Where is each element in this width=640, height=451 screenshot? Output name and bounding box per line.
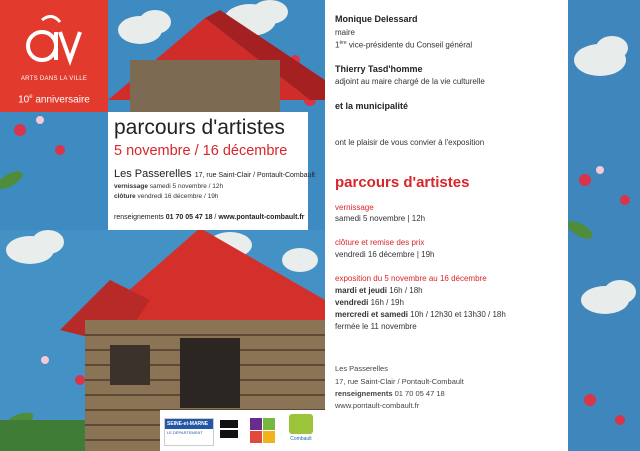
flyer-venue	[114, 168, 315, 180]
host1-role: maire	[335, 28, 356, 37]
seine-et-marne-logo: SEINE-et-MARNE LE DÉPARTEMENT	[164, 418, 214, 446]
vernissage-heading: vernissage	[335, 203, 374, 212]
host2-name: Thierry Tasd'homme	[335, 64, 423, 74]
cloture-value: vendredi 16 décembre | 19h	[335, 250, 435, 259]
invitation-text-panel	[325, 0, 568, 451]
host2-role: adjoint au maire chargé de la vie culturelle	[335, 77, 485, 86]
arts-dans-la-ville-logo	[0, 0, 108, 112]
hours-row-1: mardi et jeudi 16h / 18h	[335, 286, 423, 295]
hours-row-2: vendredi 16h / 19h	[335, 298, 404, 307]
sponsor-logos	[160, 410, 325, 451]
invitation-title: parcours d'artistes	[335, 174, 470, 191]
mosaic-logo	[250, 418, 276, 444]
vernissage-value: samedi 5 novembre | 12h	[335, 214, 426, 223]
les-passerelles-logo	[218, 418, 240, 444]
logo-brand-text: ARTS DANS LA VILLE	[20, 76, 88, 82]
host3: et la municipalité	[335, 101, 409, 111]
anniversary-label: 10e anniversaire	[18, 94, 90, 106]
host1-name: Monique Delessard	[335, 14, 418, 24]
venue-address: 17, rue Saint-Clair / Pontault-Combault	[335, 377, 464, 386]
cloture-heading: clôture et remise des prix	[335, 238, 425, 247]
flyer-venue-name: Les Passerelles	[114, 168, 192, 180]
host1-role2: 1ère vice-présidente du Conseil général	[335, 40, 473, 50]
pontault-combault-logo: Combault	[284, 412, 318, 448]
flyer-dates: 5 novembre / 16 décembre	[114, 143, 288, 159]
av-logo-mark-icon	[22, 12, 86, 72]
expo-heading: exposition du 5 novembre au 16 décembre	[335, 274, 487, 283]
flyer-info: renseignements 01 70 05 47 18 / www.pontault-combault.fr	[114, 214, 305, 221]
venue-name: Les Passerelles	[335, 364, 388, 373]
closed-note: fermée le 11 novembre	[335, 322, 417, 331]
flyer-title: parcours d'artistes	[114, 116, 285, 139]
flyer-title-panel	[108, 112, 315, 230]
invitation-intro: ont le plaisir de vous convier à l'exposition	[335, 138, 485, 147]
info-url: www.pontault-combault.fr	[335, 401, 420, 410]
hours-row-3: mercredi et samedi 10h / 12h30 et 13h30 / 18h	[335, 310, 506, 319]
info-line: renseignements 01 70 05 47 18	[335, 389, 445, 398]
flyer-vernissage: vernissage samedi 5 novembre / 12h	[114, 183, 224, 190]
flyer-venue-address: 17, rue Saint-Clair / Pontault-Combault	[194, 172, 315, 179]
flyer-cloture: clôture vendredi 16 décembre / 19h	[114, 193, 219, 200]
